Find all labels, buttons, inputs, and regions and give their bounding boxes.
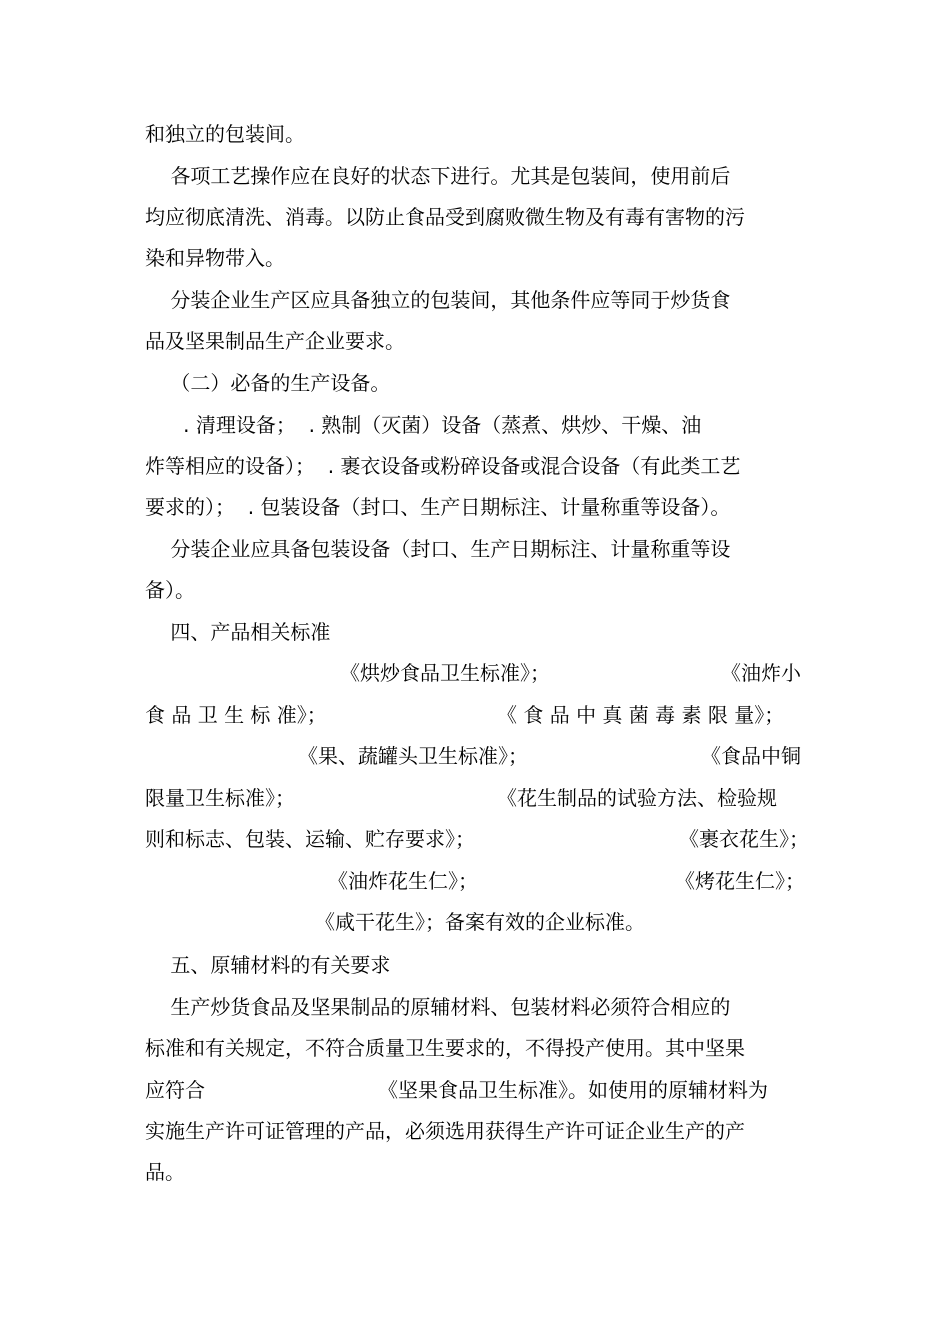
text-line: . 清理设备； . 熟制（灭菌）设备（蒸煮、烘炒、干燥、油 <box>145 413 702 437</box>
section-heading: 五、原辅材料的有关要求 <box>145 953 391 977</box>
text-line: 均应彻底清洗、消毒。以防止食品受到腐败微生物及有毒有害物的污 <box>145 205 745 229</box>
standards-row <box>145 907 815 937</box>
text-line: 各项工艺操作应在良好的状态下进行。尤其是包装间，使用前后 <box>145 164 731 188</box>
text-line: 和独立的包装间。 <box>145 122 305 146</box>
text-line <box>145 1075 815 1105</box>
standard-item: 《烤花生仁》； <box>675 869 805 893</box>
standard-item: 《果、蔬罐头卫生标准》； <box>298 744 528 768</box>
standard-item: 《油炸花生仁》； <box>328 869 478 893</box>
section-heading: （二）必备的生产设备。 <box>145 371 391 395</box>
text-line: 实施生产许可证管理的产品，必须选用获得生产许可证企业生产的产 <box>145 1119 745 1143</box>
standard-item: 则和标志、包装、运输、贮存要求》； <box>145 827 475 851</box>
standards-row <box>145 783 815 813</box>
text-line: 染和异物带入。 <box>145 246 285 270</box>
text-line: 分装企业生产区应具备独立的包装间，其他条件应等同于炒货食 <box>145 288 731 312</box>
section-heading: 四、产品相关标准 <box>145 620 331 644</box>
text-line: 分装企业应具备包装设备（封口、生产日期标注、计量称重等设 <box>145 537 731 561</box>
standard-item: 《咸干花生》；备案有效的企业标准。 <box>315 910 645 934</box>
standard-item: 《油炸小 <box>721 661 801 685</box>
text-line: 标准和有关规定，不符合质量卫生要求的，不得投产使用。其中坚果 <box>145 1036 745 1060</box>
standard-item: 限量卫生标准》； <box>145 786 295 810</box>
standards-row <box>145 741 815 771</box>
standards-row <box>145 658 815 688</box>
standard-item: 《 食 品 中 真 菌 毒 素 限 量》； <box>497 703 785 727</box>
standard-item: 《裹衣花生》； <box>679 827 809 851</box>
text-line: 品。 <box>145 1160 185 1184</box>
text-line: 备）。 <box>145 578 195 602</box>
text-line: 炸等相应的设备）； . 裹衣设备或粉碎设备或混合设备（有此类工艺 <box>145 454 741 478</box>
standard-item: 《烘炒食品卫生标准》； <box>340 661 550 685</box>
standards-row <box>145 700 815 730</box>
standards-row <box>145 866 815 896</box>
standard-item: 《花生制品的试验方法、检验规 <box>497 786 777 810</box>
text-line: 品及坚果制品生产企业要求。 <box>145 329 405 353</box>
standard-item: 《坚果食品卫生标准》。如使用的原辅材料为 <box>378 1078 768 1102</box>
text-line: 生产炒货食品及坚果制品的原辅材料、包装材料必须符合相应的 <box>145 995 731 1019</box>
standard-item: 《食品中铜 <box>701 744 801 768</box>
standard-item: 食 品 卫 生 标 准》； <box>145 703 327 727</box>
standards-row <box>145 824 815 854</box>
text-line: 要求的）； . 包装设备（封口、生产日期标注、计量称重等设备）。 <box>145 495 731 519</box>
text-segment: 应符合 <box>145 1078 205 1102</box>
